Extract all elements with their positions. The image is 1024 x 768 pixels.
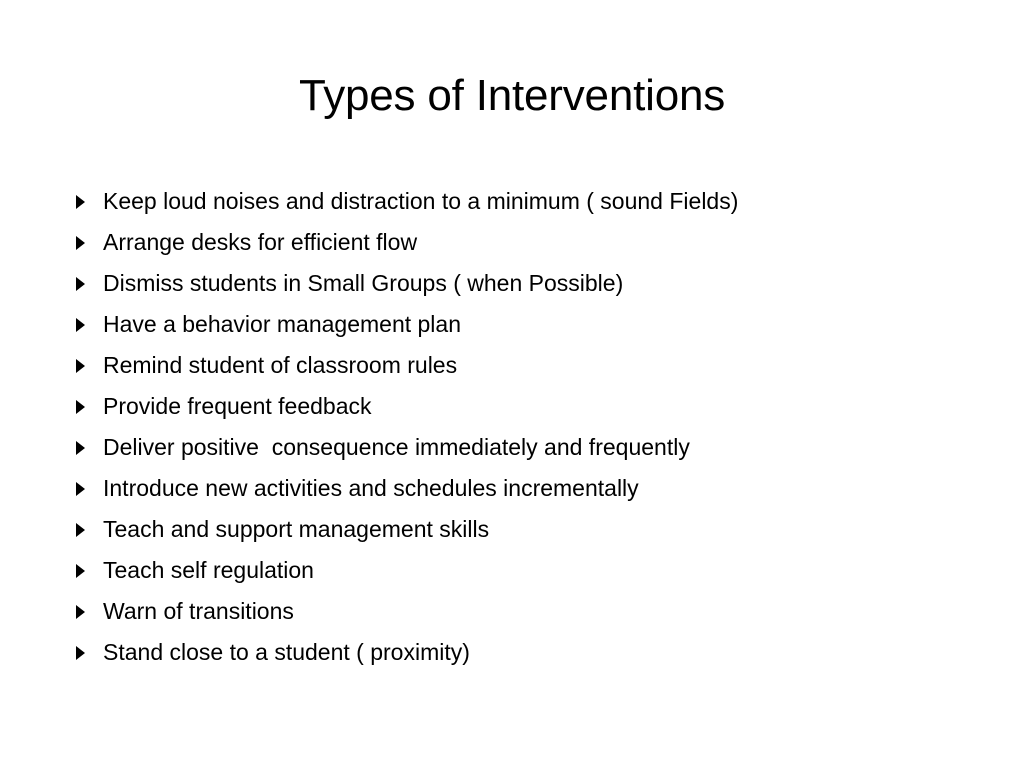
triangle-right-icon xyxy=(76,318,85,332)
triangle-right-icon xyxy=(76,605,85,619)
triangle-right-icon xyxy=(76,400,85,414)
bullet-text: Arrange desks for efficient flow xyxy=(103,229,418,255)
bullet-text: Deliver positive consequence immediately and frequently xyxy=(103,434,690,460)
bullet-text: Teach and support management skills xyxy=(103,516,490,542)
bullet-item xyxy=(76,550,976,591)
bullet-text: Dismiss students in Small Groups ( when Possible) xyxy=(103,270,624,296)
bullet-item xyxy=(76,427,976,468)
bullet-item xyxy=(76,386,976,427)
bullet-text: Provide frequent feedback xyxy=(103,393,372,419)
triangle-right-icon xyxy=(76,277,85,291)
bullet-list xyxy=(76,181,976,673)
triangle-right-icon xyxy=(76,359,85,373)
bullet-item xyxy=(76,181,976,222)
slide-title: Types of Interventions xyxy=(298,71,726,120)
triangle-right-icon xyxy=(76,523,85,537)
triangle-right-icon xyxy=(76,195,85,209)
bullet-text: Remind student of classroom rules xyxy=(103,352,458,378)
bullet-text: Keep loud noises and distraction to a minimum ( sound Fields) xyxy=(103,188,739,214)
bullet-text: Have a behavior management plan xyxy=(103,311,462,337)
triangle-right-icon xyxy=(76,441,85,455)
bullet-item xyxy=(76,591,976,632)
bullet-text: Warn of transitions xyxy=(103,598,294,624)
bullet-text: Teach self regulation xyxy=(103,557,314,583)
bullet-text: Stand close to a student ( proximity) xyxy=(103,639,470,665)
bullet-item xyxy=(76,632,976,673)
triangle-right-icon xyxy=(76,646,85,660)
bullet-item xyxy=(76,304,976,345)
bullet-item xyxy=(76,509,976,550)
triangle-right-icon xyxy=(76,236,85,250)
triangle-right-icon xyxy=(76,482,85,496)
bullet-item xyxy=(76,222,976,263)
triangle-right-icon xyxy=(76,564,85,578)
bullet-item xyxy=(76,345,976,386)
bullet-text: Introduce new activities and schedules incrementally xyxy=(103,475,639,501)
bullet-item xyxy=(76,468,976,509)
bullet-item xyxy=(76,263,976,304)
